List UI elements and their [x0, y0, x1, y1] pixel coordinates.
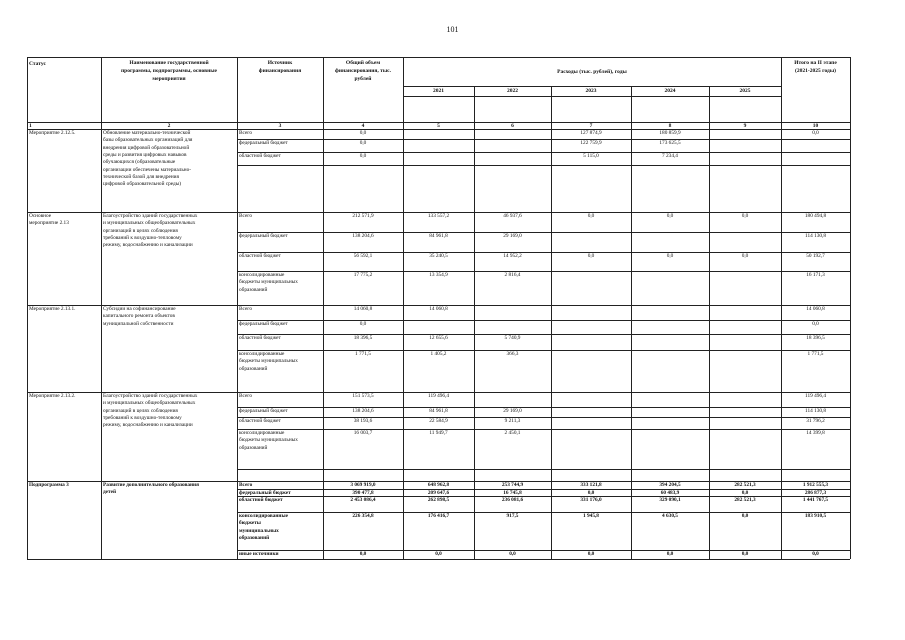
- row-source: федеральный бюджет: [239, 408, 288, 414]
- header-status: Статус: [29, 61, 46, 67]
- row-status: Мероприятие 2.13.2.: [29, 393, 76, 399]
- cell-value: 226 354,8: [352, 513, 374, 519]
- cell-value: 22 584,9: [429, 418, 448, 424]
- row-name: среды и развития цифровых навыков: [103, 151, 187, 158]
- row-source: бюджеты: [239, 520, 261, 527]
- section-col-rule: [101, 305, 102, 392]
- col-number: 1: [29, 122, 32, 129]
- cell-value: 16 003,7: [353, 430, 373, 436]
- row-source: муниципальных: [239, 527, 279, 534]
- header-year-2025: 2025: [739, 88, 751, 94]
- row-source: федеральный бюджет: [239, 233, 288, 239]
- section-col-rule: [237, 392, 238, 481]
- cell-value: 0,0: [812, 130, 819, 136]
- col-number: 7: [589, 122, 593, 129]
- section-col-rule: [323, 305, 324, 392]
- cell-value: 917,5: [506, 513, 519, 519]
- header-total: финансирования, тыс.: [335, 68, 391, 74]
- cell-value: 14 060,8: [429, 306, 448, 312]
- cell-value: 0,0: [666, 213, 674, 219]
- cell-value: 5 740,9: [504, 335, 521, 341]
- row-source: Всего: [239, 482, 253, 488]
- cell-value: 0,0: [741, 213, 749, 219]
- cell-value: 236 081,6: [501, 497, 524, 503]
- cell-value: 29 169,0: [503, 233, 522, 239]
- header-source: Источник: [267, 60, 293, 66]
- row-source: бюджеты муниципальных: [239, 279, 298, 286]
- cell-value: 2 816,4: [504, 272, 521, 278]
- row-name: капитального ремонта объектов: [103, 313, 175, 320]
- cell-value: 1 771,5: [807, 351, 824, 357]
- section-col-rule: [850, 481, 851, 559]
- section-col-rule: [403, 129, 404, 212]
- cell-value: 183 910,5: [804, 513, 827, 519]
- cell-value: 180 494,8: [804, 213, 827, 219]
- row-name: базы образовательных организаций для: [103, 137, 193, 144]
- cell-value: 14 060,8: [806, 306, 825, 312]
- section-col-rule: [474, 305, 475, 392]
- section-col-rule: [551, 392, 552, 481]
- row-source: консолидированные: [239, 430, 285, 436]
- cell-value: 1 771,5: [355, 351, 371, 357]
- cell-value: 5 115,0: [583, 153, 599, 159]
- row-source: образований: [239, 286, 268, 293]
- header-year-2022: 2022: [507, 88, 518, 94]
- row-rule: [237, 165, 850, 166]
- row-name: обучающихся (образовательные: [103, 159, 176, 166]
- cell-value: 14 952,2: [503, 253, 522, 259]
- row-name: цифровой образовательной среды): [103, 181, 182, 188]
- section-col-rule: [27, 481, 28, 559]
- cell-value: 0,0: [435, 551, 442, 557]
- cell-value: 18 396,5: [353, 335, 373, 341]
- page-number: 101: [446, 25, 459, 34]
- row-source: Всего: [239, 393, 252, 399]
- cell-value: 9 211,3: [504, 418, 521, 424]
- cell-value: 2 453 086,4: [350, 497, 376, 503]
- cell-value: 14 399,8: [806, 430, 825, 436]
- cell-value: 282 521,3: [734, 497, 756, 503]
- row-name: организаций в целях соблюдения: [103, 227, 178, 234]
- section-col-rule: [709, 305, 710, 392]
- cell-value: 173 625,5: [659, 140, 681, 146]
- section-col-rule: [27, 212, 28, 305]
- cell-value: 394 204,5: [659, 482, 681, 488]
- header-name: мероприятия: [152, 76, 186, 82]
- row-source: образований: [239, 534, 270, 541]
- header-year-2024: 2024: [664, 88, 676, 94]
- cell-value: 329 090,1: [659, 497, 681, 503]
- cell-value: 31 796,2: [806, 418, 825, 424]
- header-stage: Итого на II этапе: [794, 60, 837, 66]
- header-name: программы, подпрограммы, основные: [120, 68, 218, 74]
- header-col-rule: [850, 57, 851, 129]
- row-name: Развитие дополнительного образования: [103, 482, 199, 488]
- header-expenses: Расходы (тыс. рублей), годы: [557, 69, 627, 75]
- cell-value: 0,0: [359, 140, 367, 146]
- cell-value: 0,0: [741, 513, 749, 519]
- row-source: областной бюджет: [239, 253, 281, 259]
- cell-value: 138 204,6: [352, 408, 374, 414]
- row-source: бюджеты муниципальных: [239, 437, 298, 444]
- header-total: рублей: [354, 76, 372, 82]
- section-col-rule: [237, 305, 238, 392]
- section-col-rule: [101, 129, 102, 212]
- cell-value: 282 521,3: [734, 482, 756, 488]
- section-col-rule: [237, 212, 238, 305]
- cell-value: 114 130,8: [805, 408, 826, 414]
- row-source: областной бюджет: [239, 418, 281, 424]
- row-rule: [237, 469, 850, 470]
- cell-value: 1 441 767,5: [802, 497, 829, 503]
- cell-value: 17 775,2: [353, 272, 373, 278]
- cell-value: 0,0: [359, 130, 367, 136]
- section-col-rule: [850, 129, 851, 212]
- row-source: областной бюджет: [239, 497, 283, 503]
- row-name: Субсидии на софинансирование: [103, 306, 176, 312]
- cell-value: 0,0: [666, 551, 674, 557]
- row-source: федеральный бюджет: [239, 490, 291, 496]
- section-col-rule: [101, 392, 102, 481]
- cell-value: 0,0: [741, 253, 749, 259]
- row-status: Основное: [29, 213, 52, 219]
- header-top-rule: [27, 57, 850, 58]
- row-name: режиму, водоснабжению и канализации: [103, 422, 193, 429]
- cell-value: 4 630,5: [662, 513, 678, 519]
- row-name: муниципальной собственности: [103, 320, 174, 327]
- col-number: 5: [437, 122, 440, 129]
- cell-value: 1 405,2: [430, 351, 447, 357]
- section-col-rule: [709, 392, 710, 481]
- years-bottom-rule: [403, 96, 781, 97]
- col-number: 3: [278, 122, 282, 129]
- cell-value: 0,0: [666, 253, 674, 259]
- cell-value: 0,0: [587, 490, 595, 496]
- row-name: и муниципальных общеобразовательных: [103, 400, 196, 407]
- header-source: финансирования: [258, 68, 302, 74]
- section-col-rule: [237, 129, 238, 212]
- cell-value: 331 176,0: [580, 497, 602, 503]
- cell-value: 14 060,8: [353, 306, 373, 312]
- cell-value: 60 483,9: [660, 490, 680, 496]
- section-col-rule: [850, 212, 851, 305]
- cell-value: 0,0: [812, 321, 819, 327]
- cell-value: 180 859,9: [659, 130, 681, 136]
- row-name: детей: [103, 489, 117, 496]
- cell-value: 84 961,8: [429, 233, 448, 239]
- header-year-2023: 2023: [585, 88, 597, 94]
- row-source: Всего: [239, 130, 252, 136]
- row-source: консолидированные: [239, 351, 285, 357]
- col-number: 8: [668, 122, 672, 129]
- section-col-rule: [781, 129, 782, 212]
- section-col-rule: [850, 305, 851, 392]
- row-source: федеральный бюджет: [239, 321, 288, 327]
- cell-value: 0,0: [359, 153, 367, 159]
- section-col-rule: [781, 305, 782, 392]
- row-name: и муниципальных общеобразовательных: [103, 220, 196, 227]
- cell-value: 18 396,5: [806, 335, 825, 341]
- cell-value: 253 744,9: [501, 482, 524, 488]
- row-source: иные источники: [239, 551, 279, 557]
- row-status: мероприятие 2.13: [29, 220, 69, 227]
- row-name: организаций в целях соблюдения: [103, 407, 178, 414]
- cell-value: 7 234,4: [662, 153, 678, 159]
- cell-value: 114 130,8: [805, 233, 826, 239]
- cell-value: 0,0: [587, 213, 595, 219]
- row-name: Благоустройство зданий государственных: [103, 213, 198, 219]
- cell-value: 0,0: [741, 551, 749, 557]
- cell-value: 16 171,3: [806, 272, 825, 278]
- cell-value: 262 898,5: [427, 497, 450, 503]
- cell-value: 209 647,6: [427, 490, 450, 496]
- cell-value: 0,0: [359, 321, 367, 327]
- row-name: режиму, водоснабжению и канализации: [103, 242, 193, 249]
- col-number: 2: [167, 122, 171, 129]
- row-name: организации обеспечены материально-: [103, 166, 192, 173]
- row-source: областной бюджет: [239, 335, 281, 341]
- section-col-rule: [237, 481, 238, 559]
- col-number: 4: [361, 122, 365, 129]
- cell-value: 151 573,5: [352, 393, 374, 399]
- row-status: Мероприятие 2.13.1.: [29, 306, 76, 312]
- cell-value: 390 477,8: [352, 490, 374, 496]
- cell-value: 122 759,9: [580, 140, 602, 146]
- section-col-rule: [27, 305, 28, 392]
- row-name: Благоустройство зданий государственных: [103, 393, 198, 399]
- cell-value: 12 655,6: [429, 335, 448, 341]
- row-source: образований: [239, 365, 268, 372]
- section-col-rule: [551, 305, 552, 392]
- section-col-rule: [403, 305, 404, 392]
- cell-value: 176 416,7: [427, 513, 450, 519]
- section-col-rule: [709, 129, 710, 212]
- cell-value: 0,0: [359, 551, 367, 557]
- cell-value: 29 169,0: [503, 408, 522, 414]
- col-number: 9: [743, 122, 747, 129]
- col-number: 10: [812, 122, 819, 129]
- row-source: консолидированные: [239, 513, 288, 519]
- cell-value: 35 240,5: [429, 253, 448, 259]
- row-name: Обновление материально-технической: [103, 130, 191, 136]
- cell-value: 133 557,2: [427, 213, 450, 219]
- cell-value: 3 069 919,0: [350, 482, 376, 488]
- cell-value: 1 945,8: [583, 513, 599, 519]
- cell-value: 333 121,8: [580, 482, 602, 488]
- section-col-rule: [27, 392, 28, 481]
- section-col-rule: [631, 392, 632, 481]
- cell-value: 127 874,9: [580, 130, 602, 136]
- header-year-2021: 2021: [433, 88, 444, 94]
- section-col-rule: [101, 212, 102, 305]
- section-col-rule: [631, 305, 632, 392]
- cell-value: 46 937,6: [503, 213, 522, 219]
- row-source: бюджеты муниципальных: [239, 358, 298, 365]
- header-col-rule: [27, 57, 28, 129]
- cell-value: 16 745,8: [503, 490, 522, 496]
- cell-value: 286 877,3: [804, 490, 827, 496]
- cell-value: 1 912 555,3: [802, 482, 829, 488]
- cell-value: 38 193,6: [353, 418, 373, 424]
- cell-value: 119 496,4: [805, 393, 826, 399]
- cell-value: 50 192,7: [806, 253, 825, 259]
- table-bottom-rule: [27, 559, 850, 560]
- header-name: Наименование государственной: [129, 60, 209, 66]
- row-source: областной бюджет: [239, 153, 281, 159]
- cell-value: 0,0: [741, 490, 749, 496]
- row-source: Всего: [239, 213, 252, 219]
- cell-value: 119 496,4: [428, 393, 449, 399]
- section-col-rule: [474, 129, 475, 212]
- row-source: образований: [239, 444, 268, 451]
- section-col-rule: [27, 129, 28, 212]
- cell-value: 56 592,1: [353, 253, 373, 259]
- row-status: Мероприятие 2.12.5.: [29, 130, 76, 136]
- cell-value: 2 450,1: [504, 430, 521, 436]
- header-stage: (2021-2025 годы): [795, 68, 836, 74]
- row-source: Всего: [239, 306, 252, 312]
- cell-value: 212 571,9: [352, 213, 374, 219]
- row-name: требований к воздушно-тепловому: [103, 414, 182, 421]
- cell-value: 84 961,8: [429, 408, 448, 414]
- row-source: консолидированные: [239, 272, 285, 278]
- row-name: внедрения цифровой образовательной: [103, 144, 190, 151]
- cell-value: 0,0: [509, 551, 516, 557]
- header-total: Общий объем: [345, 60, 381, 66]
- cell-value: 366,3: [506, 351, 519, 357]
- years-top-rule: [403, 86, 781, 87]
- cell-value: 648 962,8: [427, 482, 450, 488]
- row-source: федеральный бюджет: [239, 140, 288, 146]
- cell-value: 0,0: [587, 253, 595, 259]
- row-name: требований к воздушно-тепловому: [103, 234, 182, 241]
- row-name: технической базой для внедрения: [103, 173, 179, 180]
- section-col-rule: [850, 392, 851, 481]
- cell-value: 0,0: [587, 551, 595, 557]
- cell-value: 138 204,6: [352, 233, 374, 239]
- col-number: 6: [511, 122, 514, 129]
- cell-value: 13 354,9: [429, 272, 448, 278]
- cell-value: 11 949,7: [429, 430, 448, 436]
- cell-value: 0,0: [812, 551, 819, 557]
- row-status: Подпрограмма 3: [29, 482, 69, 488]
- section-col-rule: [101, 481, 102, 559]
